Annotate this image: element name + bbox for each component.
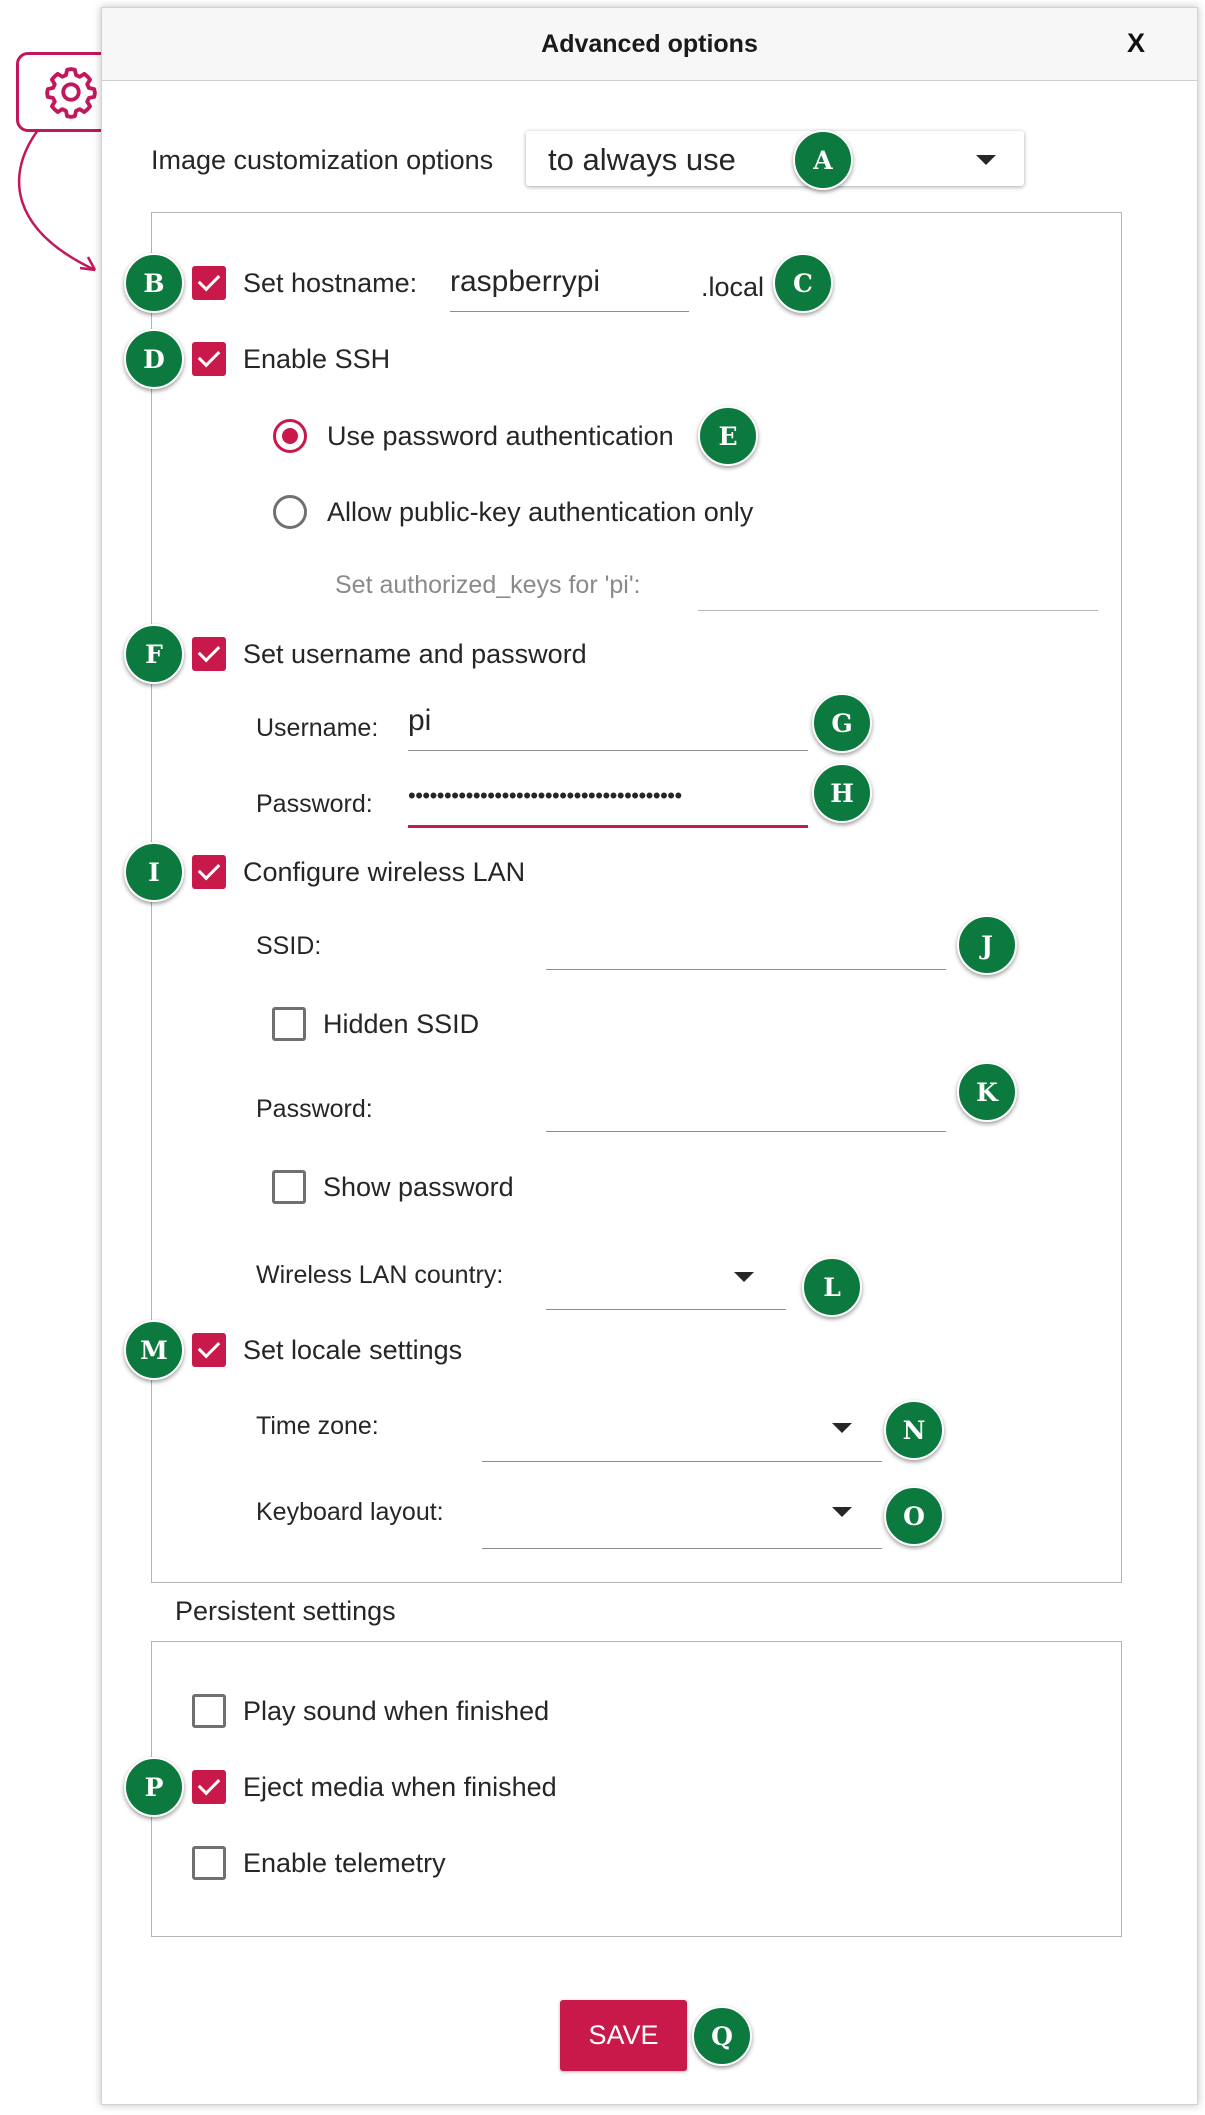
wifi-country-label: Wireless LAN country: [256,1261,504,1289]
hidden-ssid-checkbox[interactable] [272,1007,306,1041]
hostname-value: raspberrypi [450,265,601,298]
dialog-title: Advanced options [541,30,758,58]
public-key-auth-label: Allow public-key authentication only [327,497,754,527]
play-sound-label: Play sound when finished [243,1696,550,1726]
badge-m: M [124,1320,184,1380]
keyboard-label: Keyboard layout: [256,1498,444,1526]
customization-group [151,212,1122,1583]
username-value: pi [408,704,432,737]
chevron-down-icon [734,1272,754,1282]
eject-media-label: Eject media when finished [243,1772,557,1802]
user-checkbox[interactable] [192,637,226,671]
chevron-down-icon [976,155,996,165]
badge-a: A [793,130,853,190]
badge-e: E [698,406,758,466]
save-button[interactable]: SAVE [560,2000,687,2071]
badge-b: B [124,253,184,313]
public-key-auth-radio[interactable] [273,495,307,529]
timezone-label: Time zone: [256,1412,379,1440]
hostname-suffix: .local [701,272,765,302]
timezone-dropdown[interactable] [482,1395,882,1462]
badge-o: O [884,1486,944,1546]
telemetry-label: Enable telemetry [243,1848,446,1878]
ssh-label: Enable SSH [243,344,391,374]
wifi-label: Configure wireless LAN [243,857,526,887]
image-customization-label: Image customization options [151,145,494,175]
user-password-value: •••••••••••••••••••••••••••••••••••••• [408,783,682,808]
wifi-password-label: Password: [256,1095,373,1123]
password-auth-radio[interactable] [273,419,307,453]
telemetry-checkbox[interactable] [192,1846,226,1880]
badge-f: F [124,624,184,684]
user-password-label: Password: [256,790,373,818]
ssh-checkbox[interactable] [192,342,226,376]
badge-g: G [812,693,872,753]
badge-c: C [773,253,833,313]
hidden-ssid-label: Hidden SSID [323,1009,480,1039]
badge-k: K [957,1062,1017,1122]
wifi-country-dropdown[interactable] [546,1240,786,1310]
keyboard-dropdown[interactable] [482,1480,882,1549]
eject-media-checkbox[interactable] [192,1770,226,1804]
image-customization-value: to always use [548,142,736,177]
gear-icon [42,63,100,121]
user-password-input[interactable] [408,770,808,828]
hostname-checkbox[interactable] [192,266,226,300]
chevron-down-icon [832,1507,852,1517]
authorized-keys-input[interactable] [698,560,1098,611]
wifi-password-input[interactable] [546,1077,946,1132]
badge-l: L [802,1257,862,1317]
username-label: Username: [256,714,379,742]
authorized-keys-label: Set authorized_keys for 'pi': [335,571,641,599]
show-password-checkbox[interactable] [272,1170,306,1204]
wifi-checkbox[interactable] [192,855,226,889]
badge-i: I [124,842,184,902]
title-bar [102,8,1197,81]
hostname-label: Set hostname: [243,268,418,298]
locale-label: Set locale settings [243,1335,463,1365]
play-sound-checkbox[interactable] [192,1694,226,1728]
username-input[interactable] [408,690,808,751]
show-password-label: Show password [323,1172,514,1202]
user-label: Set username and password [243,639,587,669]
hostname-input[interactable] [450,250,689,312]
password-auth-label: Use password authentication [327,421,674,451]
chevron-down-icon [832,1423,852,1433]
close-button[interactable]: X [1126,28,1145,58]
ssid-label: SSID: [256,932,322,960]
badge-n: N [884,1400,944,1460]
badge-p: P [124,1757,184,1817]
ssid-input[interactable] [546,915,946,970]
badge-d: D [124,329,184,389]
badge-q: Q [692,2006,752,2066]
image-customization-dropdown[interactable] [526,131,1024,186]
badge-j: J [957,915,1017,975]
persistent-settings-title: Persistent settings [175,1596,396,1626]
locale-checkbox[interactable] [192,1333,226,1367]
badge-h: H [812,763,872,823]
